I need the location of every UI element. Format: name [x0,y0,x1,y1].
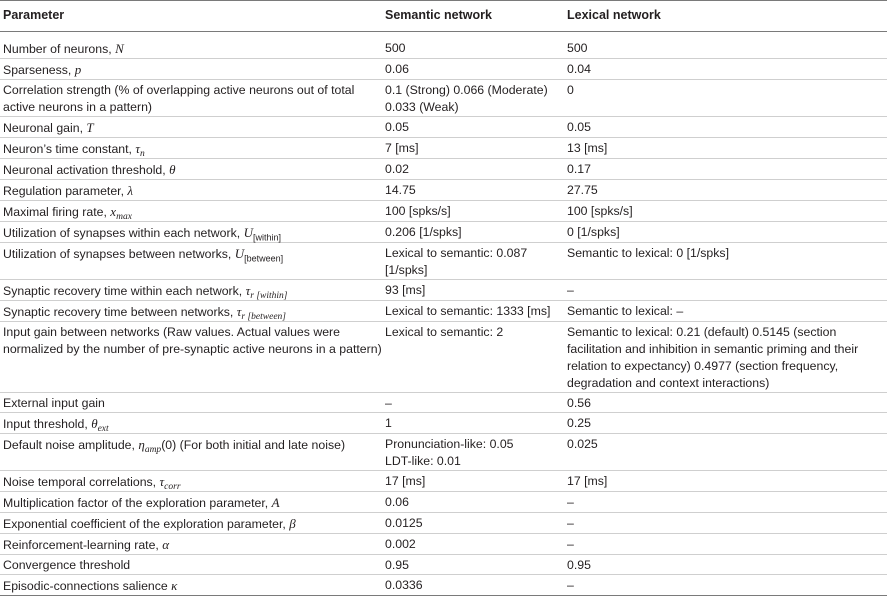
cell-line: Pronunciation-like: 0.05 [385,437,514,451]
semantic-value-cell [384,575,566,596]
cell-line: 0.0336 [385,578,423,592]
cell-line: – [567,537,574,551]
cell-line: 0 [567,83,574,97]
lexical-value-cell [566,492,887,513]
cell-line: 7 [ms] [385,141,419,155]
cell-line: – [567,516,574,530]
semantic-value-cell [384,555,566,575]
table-row [0,322,887,393]
table-row [0,434,887,471]
table-row [0,180,887,201]
lexical-value-cell [566,117,887,138]
parameter-cell: Number of neurons, N [0,32,384,59]
parameter-cell: Regulation parameter, λ [0,180,384,201]
cell-line: 0.25 [567,416,591,430]
parameter-cell: Input threshold, $\theta_{ext}$ [0,413,384,434]
table-row [0,201,887,222]
semantic-value-cell [384,138,566,159]
table-row [0,117,887,138]
cell-line: – [567,495,574,509]
semantic-value-cell [384,434,566,471]
table-row [0,159,887,180]
semantic-value-cell [384,201,566,222]
cell-line: 13 [ms] [567,141,608,155]
table-row [0,80,887,117]
parameter-cell: Reinforcement-learning rate, α [0,534,384,555]
lexical-value-cell [566,322,887,393]
table-row [0,222,887,243]
table-row [0,301,887,322]
lexical-value-cell [566,243,887,280]
semantic-value-cell [384,471,566,492]
table-row [0,413,887,434]
cell-line: 0.06 [385,62,409,76]
parameter-cell: Neuronal gain, T [0,117,384,138]
cell-line: 100 [spks/s] [385,204,451,218]
semantic-value-cell [384,280,566,301]
semantic-value-cell [384,413,566,434]
cell-line: 0 [1/spks] [567,225,620,239]
lexical-value-cell [566,471,887,492]
parameter-cell: Utilization of synapses within each network, $U_{[within]}$ [0,222,384,243]
table-row [0,492,887,513]
table-row [0,393,887,413]
parameter-cell: Neuron’s time constant, $\tau_n$ [0,138,384,159]
parameter-cell: Noise temporal correlations, $\tau_{corr}$ [0,471,384,492]
lexical-value-cell [566,159,887,180]
table-row [0,59,887,80]
cell-line: 14.75 [385,183,416,197]
table-row [0,243,887,280]
cell-line: 17 [ms] [567,474,608,488]
semantic-value-cell [384,159,566,180]
cell-line: 0.025 [567,437,598,451]
cell-line: 0.05 [385,120,409,134]
table-row [0,534,887,555]
parameter-cell: Input gain between networks (Raw values. Actual values were normalized by the number of pre-synaptic active neurons in a pattern) [0,322,384,393]
lexical-value-cell [566,413,887,434]
semantic-value-cell [384,301,566,322]
cell-line: 0.02 [385,162,409,176]
parameter-cell: Correlation strength (% of overlapping active neurons out of total active neurons in a pattern) [0,80,384,117]
header-lexical-network: Lexical network [566,1,887,32]
lexical-value-cell [566,80,887,117]
lexical-value-cell [566,280,887,301]
parameter-cell: Default noise amplitude, $\eta_{amp}(0)$ (For both initial and late noise) [0,434,384,471]
cell-line: LDT-like: 0.01 [385,454,461,468]
parameter-cell: Synaptic recovery time between networks, $\tau_{r [between]}$ [0,301,384,322]
cell-line: Lexical to semantic: 0.087 [1/spks] [385,246,528,277]
semantic-value-cell [384,243,566,280]
lexical-value-cell [566,534,887,555]
cell-line: 93 [ms] [385,283,426,297]
parameter-cell: External input gain [0,393,384,413]
semantic-value-cell [384,534,566,555]
parameter-cell: Convergence threshold [0,555,384,575]
parameter-cell: Utilization of synapses between networks, $U_{[between]}$ [0,243,384,280]
lexical-value-cell [566,201,887,222]
parameter-cell: Episodic-connections salience κ [0,575,384,596]
lexical-value-cell [566,555,887,575]
cell-line: 0.17 [567,162,591,176]
header-semantic-network: Semantic network [384,1,566,32]
lexical-value-cell [566,434,887,471]
lexical-value-cell [566,32,887,59]
cell-line: 0.95 [385,558,409,572]
table-row [0,280,887,301]
table-row [0,555,887,575]
semantic-value-cell [384,80,566,117]
cell-line: Semantic to lexical: 0.21 (default) 0.5145 (section facilitation and inhibition in semantic priming and their relation to expectancy) 0.4977 (section frequency, degradation and context interactions) [567,325,859,390]
cell-line: Lexical to semantic: 2 [385,325,504,339]
table-row [0,138,887,159]
semantic-value-cell [384,492,566,513]
cell-line: 0.05 [567,120,591,134]
table-body [0,32,887,596]
table-header [0,1,887,32]
semantic-value-cell [384,222,566,243]
cell-line: 0.95 [567,558,591,572]
cell-line: 27.75 [567,183,598,197]
semantic-value-cell [384,322,566,393]
cell-line: 0.002 [385,537,416,551]
lexical-value-cell [566,575,887,596]
table-row [0,32,887,59]
cell-line: 100 [spks/s] [567,204,633,218]
cell-line: 1 [385,416,392,430]
parameter-cell: Maximal firing rate, $x_{max}$ [0,201,384,222]
cell-line: 0.56 [567,396,591,410]
lexical-value-cell [566,180,887,201]
lexical-value-cell [566,513,887,534]
cell-line: 0.1 (Strong) 0.066 (Moderate) 0.033 (Weak) [385,83,548,114]
cell-line: Semantic to lexical: – [567,304,684,318]
cell-line: 500 [567,41,588,55]
parameter-cell: Multiplication factor of the exploration parameter, A [0,492,384,513]
parameter-cell: Exponential coefficient of the exploration parameter, β [0,513,384,534]
parameter-cell: Neuronal activation threshold, θ [0,159,384,180]
cell-line: – [567,283,574,297]
lexical-value-cell [566,222,887,243]
header-parameter: Parameter [0,1,384,32]
cell-line: 500 [385,41,406,55]
semantic-value-cell [384,180,566,201]
cell-line: 0.04 [567,62,591,76]
parameter-cell: Sparseness, p [0,59,384,80]
semantic-value-cell [384,59,566,80]
lexical-value-cell [566,393,887,413]
semantic-value-cell [384,32,566,59]
semantic-value-cell [384,393,566,413]
table-row [0,471,887,492]
header-row [0,1,887,32]
cell-line: – [385,396,392,410]
semantic-value-cell [384,117,566,138]
cell-line: 0.06 [385,495,409,509]
table-row [0,575,887,596]
lexical-value-cell [566,301,887,322]
cell-line: Lexical to semantic: 1333 [ms] [385,304,551,318]
cell-line: 0.0125 [385,516,423,530]
cell-line: 17 [ms] [385,474,426,488]
table-row [0,513,887,534]
cell-line: Semantic to lexical: 0 [1/spks] [567,246,729,260]
lexical-value-cell [566,138,887,159]
lexical-value-cell [566,59,887,80]
parameter-cell: Synaptic recovery time within each network, $\tau_{r [within]}$ [0,280,384,301]
cell-line: – [567,578,574,592]
cell-line: 0.206 [1/spks] [385,225,462,239]
semantic-value-cell [384,513,566,534]
